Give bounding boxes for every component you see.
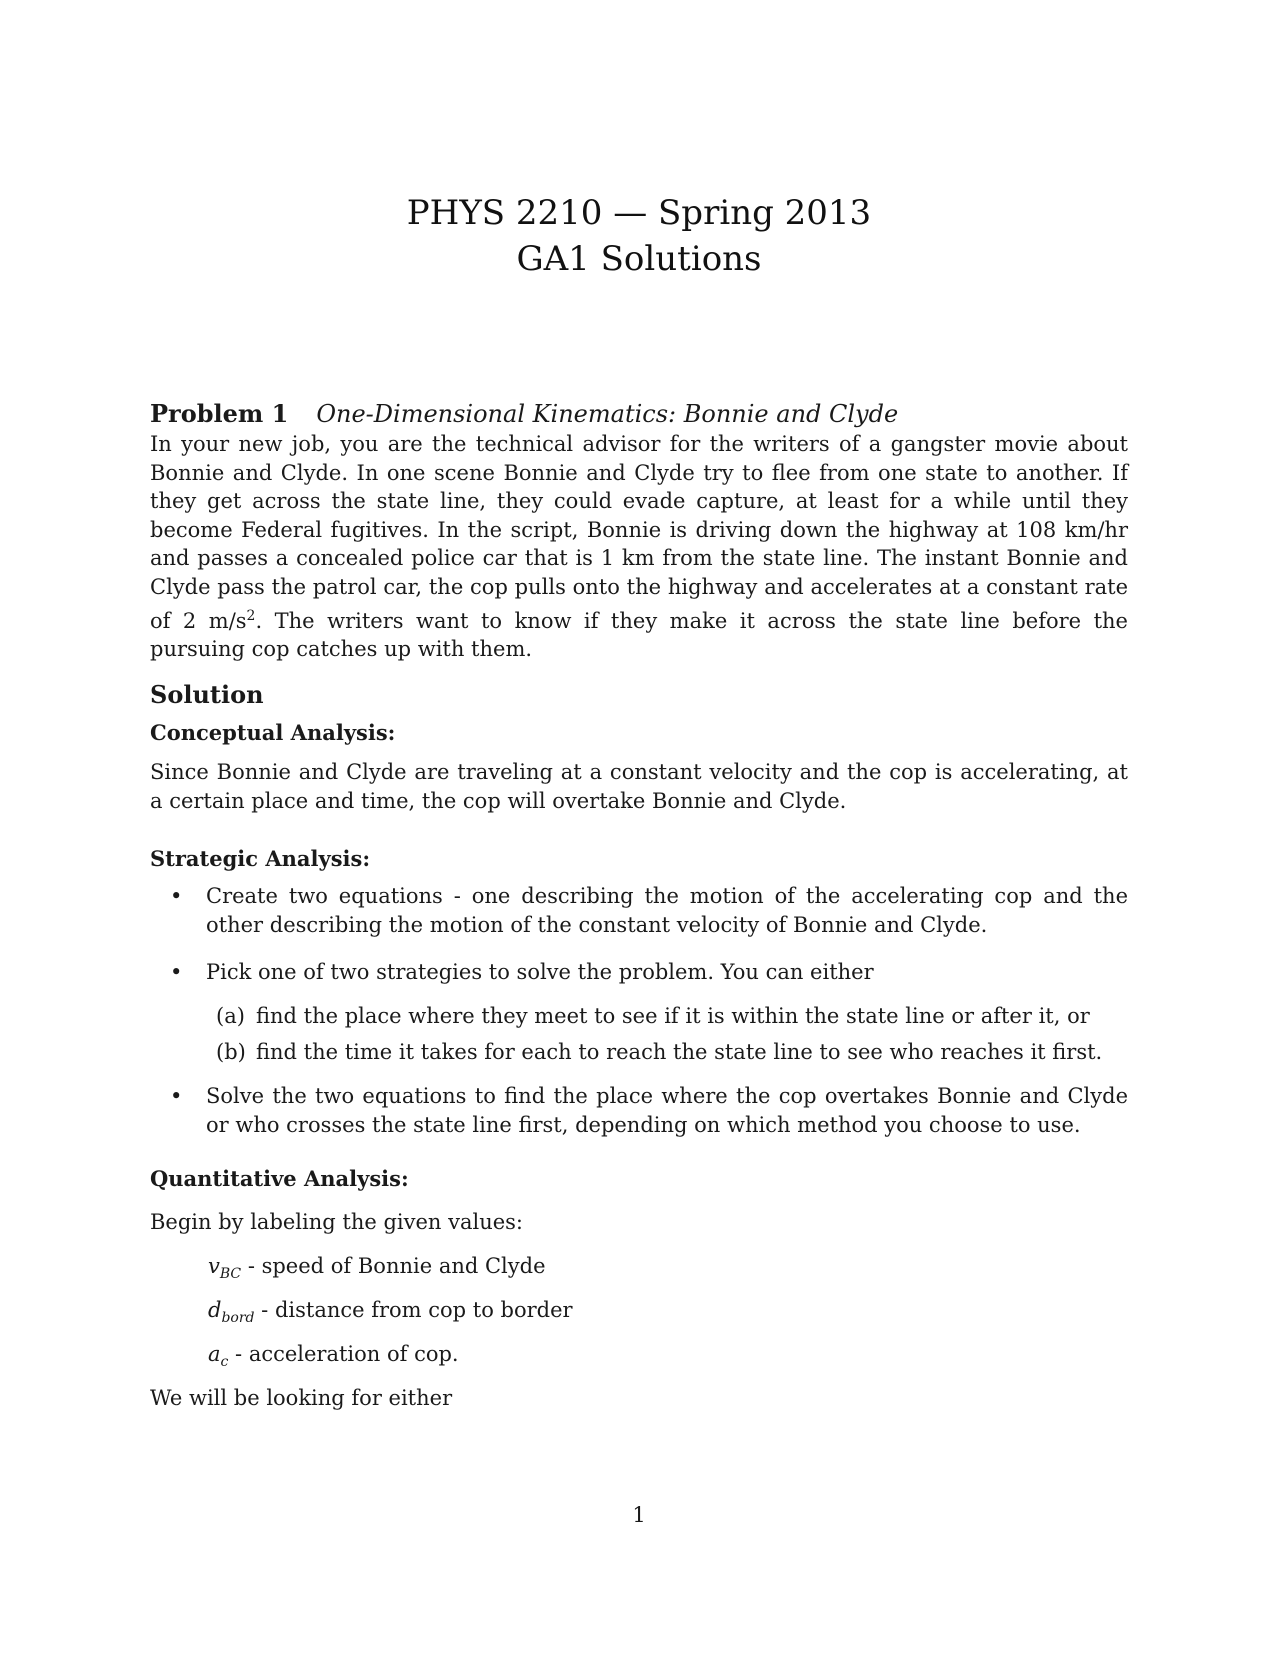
variable-item: $a_c$ - acceleration of cop. (208, 1342, 459, 1371)
bullet-icon: • (170, 884, 183, 908)
problem-number: Problem 1 (150, 399, 289, 428)
enum-item: (b) find the time it takes for each to reach the state line to see who reaches it first. (216, 1040, 1103, 1064)
problem-title: One-Dimensional Kinematics: Bonnie and Clyde (316, 400, 899, 428)
page-number: 1 (632, 1503, 646, 1527)
conceptual-heading: Conceptual Analysis: (150, 720, 396, 745)
list-item: • Solve the two equations to find the place where the cop overtakes Bonnie and Clyde or who crosses the state line first, depending on which method you choose to use. (170, 1084, 1128, 1137)
list-item: • Create two equations - one describing the motion of the accelerating cop and the other describing the motion of the constant velocity of Bonnie and Clyde. (170, 884, 1128, 937)
bullet-icon: • (170, 960, 183, 984)
document-subtitle: GA1 Solutions (516, 239, 762, 279)
enum-item: (a) find the place where they meet to see if it is within the state line or after it, or (216, 1004, 1090, 1028)
quantitative-closing: We will be looking for either (150, 1386, 453, 1410)
strategic-heading: Strategic Analysis: (150, 846, 371, 871)
solution-heading: Solution (150, 680, 264, 709)
problem-statement: In your new job, you are the technical advisor for the writers of a gangster movie about Bonnie and Clyde. In one scene Bonnie and Clyde try to flee from one state to another. If they get across the state line, they could evade capture, at least for a while until they become Federal fugitives. In the script, Bonnie is driving down the highway at 108 km/hr and passes a concealed police car that is 1 km from the state line. The instant Bonnie and Clyde pass the patrol car, the cop pulls onto the highway and accelerates at a constant rate of 2 $m/s^2$. The writers want to know if they make it across the state line before the pursuing cop catches up with them. (150, 432, 1128, 662)
conceptual-text: Since Bonnie and Clyde are traveling at a constant velocity and the cop is accelerating, at a certain place and time, the cop will overtake Bonnie and Clyde. (150, 760, 1128, 813)
quantitative-intro: Begin by labeling the given values: (150, 1210, 524, 1234)
quantitative-heading: Quantitative Analysis: (150, 1166, 409, 1191)
list-item: • Pick one of two strategies to solve the problem. You can either (190, 958, 1128, 987)
document-title: PHYS 2210 — Spring 2013 (406, 193, 872, 233)
variable-item: $v_{BC}$ - speed of Bonnie and Clyde (208, 1254, 546, 1283)
problem-heading (150, 398, 898, 430)
variable-item: $d_{bord}$ - distance from cop to border (208, 1298, 573, 1327)
bullet-icon: • (170, 1084, 183, 1108)
exponent: 2 (246, 607, 256, 624)
